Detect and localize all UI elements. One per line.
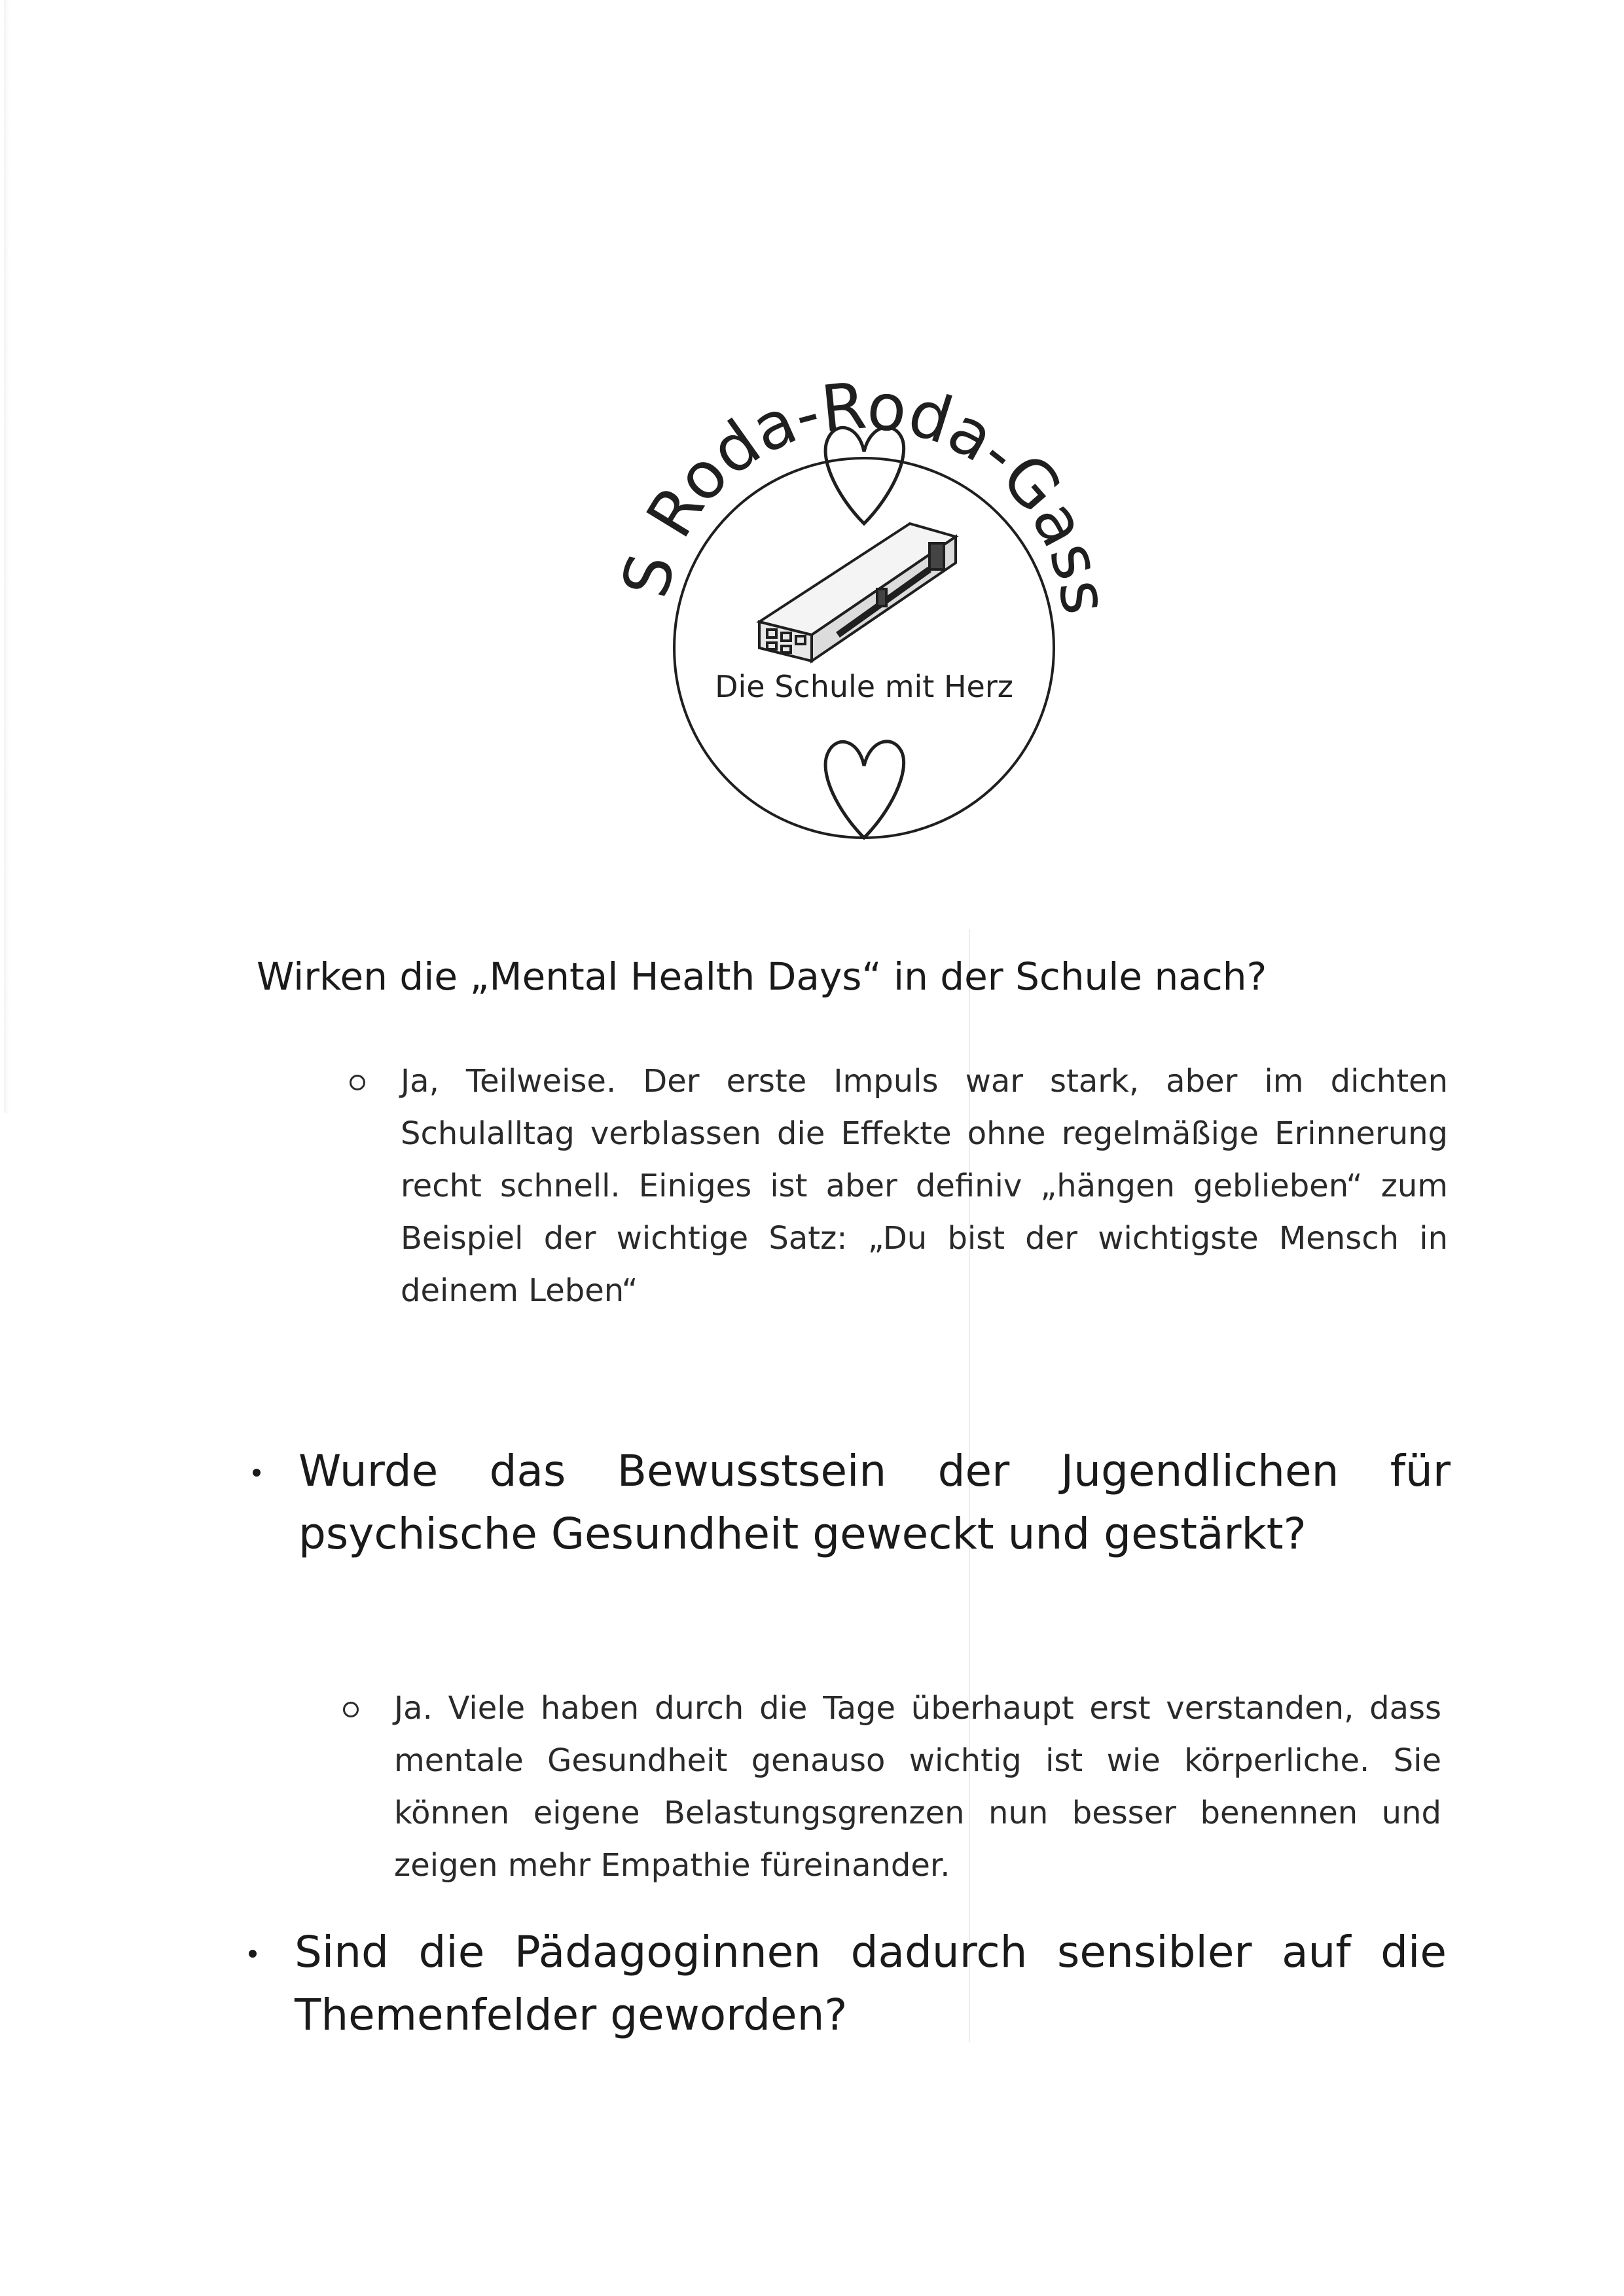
heart-icon: [825, 742, 904, 838]
question-1: Wirken die „Mental Health Days“ in der Schule nach?: [257, 954, 1267, 999]
bullet-icon: [249, 1950, 257, 1958]
school-logo: [574, 288, 1126, 857]
question-3: [295, 1921, 1447, 2047]
answer-2: [394, 1682, 1441, 1892]
answer-1: [401, 1055, 1448, 1317]
school-building-icon: [759, 524, 956, 661]
question-2: [298, 1440, 1451, 1566]
logo-tagline: Die Schule mit Herz: [715, 669, 1013, 704]
question-2-text: Wurde das Bewusstsein der Jugendlichen für psychische Gesundheit geweckt und gestärkt?: [298, 1446, 1451, 1559]
circle-bullet-icon: [343, 1702, 359, 1717]
logo-graphic: [574, 288, 1126, 857]
logo-circle: [674, 458, 1054, 838]
circle-bullet-icon: [350, 1075, 365, 1090]
answer-1-text: Ja, Teilweise. Der erste Impuls war stark, aber im dichten Schulalltag verblassen die Effekte ohne regelmäßige Erinnerung recht schnell. Einiges ist aber definiv „hängen geblieben“ zum Beispiel der wichtige Satz: „Du bist der wichtigste Mensch in deinem Leben“: [401, 1063, 1448, 1309]
scan-edge-shadow: [4, 0, 9, 1113]
logo-ring-text: MS Roda-Roda-Gasse: [574, 288, 1123, 619]
bullet-icon: [253, 1469, 261, 1477]
answer-2-text: Ja. Viele haben durch die Tage überhaupt erst verstanden, dass mentale Gesundheit genauso wichtig ist wie körperliche. Sie können eigene Belastungsgrenzen nun besser benennen und zeigen mehr Empathie füreinander.: [394, 1690, 1441, 1884]
question-3-text: Sind die Pädagoginnen dadurch sensibler auf die Themenfelder geworden?: [295, 1927, 1447, 2040]
